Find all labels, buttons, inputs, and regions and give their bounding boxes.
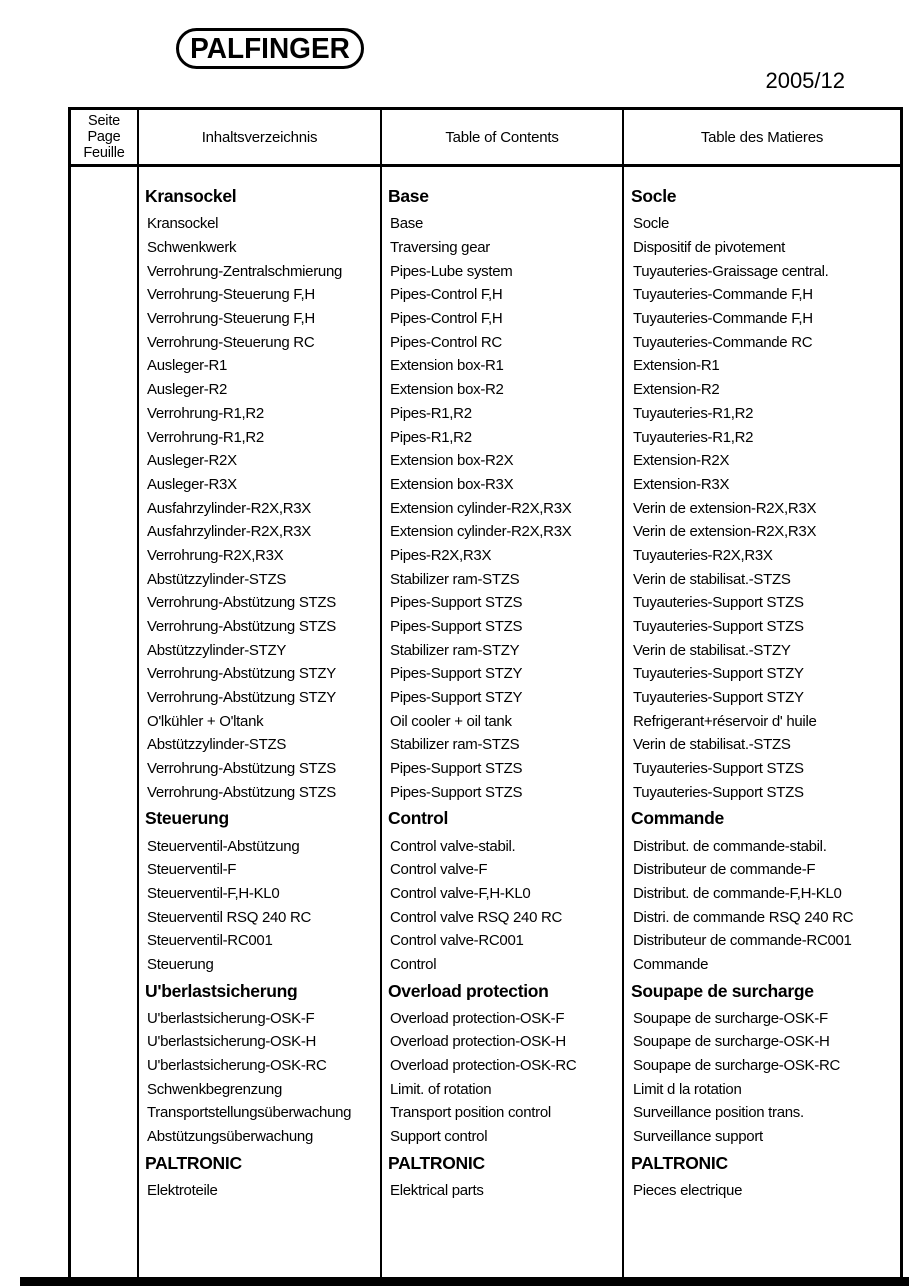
header-english-column: Table of Contents [445, 128, 559, 146]
header-page-line: Seite [87, 113, 121, 129]
table-row [71, 882, 900, 906]
cell-fr: Distri. de commande RSQ 240 RC [633, 909, 854, 925]
cell-fr: Tuyauteries-Support STZS [633, 595, 804, 611]
palfinger-logo [176, 28, 364, 69]
cell-de: Ausfahrzylinder-R2X,R3X [147, 524, 312, 540]
section-heading-row [71, 976, 900, 1006]
cell-en: Stabilizer ram-STZS [390, 571, 520, 587]
cell-en: Pipes-Lube system [390, 263, 513, 279]
cell-en: Pipes-Control F,H [390, 287, 503, 303]
cell-de: Kransockel [145, 188, 237, 206]
cell-de: Verrohrung-Abstützung STZY [147, 666, 336, 682]
cell-fr: Distribut. de commande-stabil. [633, 838, 827, 854]
cell-en: Pipes-Support STZS [390, 595, 523, 611]
cell-de: Steuerventil-F [147, 862, 237, 878]
table-row [71, 834, 900, 858]
table-row [71, 1054, 900, 1078]
table-row [71, 905, 900, 929]
cell-en: Pipes-R1,R2 [390, 405, 472, 421]
cell-en: Control valve-stabil. [390, 838, 516, 854]
cell-en: Extension box-R3X [390, 476, 514, 492]
cell-en: PALTRONIC [388, 1154, 485, 1173]
cell-fr: Extension-R1 [633, 358, 720, 374]
table-row [71, 473, 900, 497]
table-row [71, 307, 900, 331]
table-row [71, 1077, 900, 1101]
table-body-rows [71, 182, 900, 1202]
cell-de: Abstützzylinder-STZS [147, 737, 287, 753]
cell-fr: Verin de extension-R2X,R3X [633, 500, 817, 516]
cell-en: Control valve-F,H-KL0 [390, 885, 531, 901]
cell-fr: Verin de stabilisat.-STZS [633, 737, 791, 753]
header-page-line: Page [87, 129, 121, 145]
cell-en: Support control [390, 1129, 488, 1145]
table-row [71, 1125, 900, 1149]
cell-en: Pipes-Support STZY [390, 666, 523, 682]
cell-fr: Tuyauteries-Support STZY [633, 690, 804, 706]
cell-fr: Distributeur de commande-F [633, 862, 816, 878]
cell-en: Extension box-R2 [390, 382, 504, 398]
cell-en: Overload protection [388, 982, 549, 1001]
cell-de: PALTRONIC [145, 1154, 242, 1173]
header-german-column: Inhaltsverzeichnis [201, 128, 318, 146]
table-row [71, 591, 900, 615]
table-row [71, 449, 900, 473]
cell-fr: Tuyauteries-Commande F,H [633, 287, 813, 303]
cell-en: Pipes-R1,R2 [390, 429, 472, 445]
table-row [71, 378, 900, 402]
cell-de: Schwenkwerk [147, 240, 237, 256]
cell-en: Overload protection-OSK-H [390, 1034, 566, 1050]
cell-de: Abstützzylinder-STZY [147, 642, 287, 658]
cell-fr: Tuyauteries-Support STZS [633, 619, 804, 635]
cell-de: Elektroteile [147, 1182, 218, 1198]
header-divider [71, 164, 900, 167]
table-row [71, 425, 900, 449]
cell-de: Abstützungsüberwachung [147, 1129, 314, 1145]
cell-fr: Tuyauteries-R1,R2 [633, 429, 754, 445]
cell-en: Traversing gear [390, 240, 490, 256]
table-row [71, 686, 900, 710]
cell-fr: Distribut. de commande-F,H-KL0 [633, 885, 842, 901]
table-row [71, 520, 900, 544]
header-french-column: Table des Matieres [700, 128, 824, 146]
cell-de: Ausfahrzylinder-R2X,R3X [147, 500, 312, 516]
cell-de: U'berlastsicherung-OSK-F [147, 1010, 315, 1026]
cell-fr: Tuyauteries-Commande F,H [633, 311, 813, 327]
cell-fr: Extension-R3X [633, 476, 730, 492]
cell-en: Extension cylinder-R2X,R3X [390, 524, 572, 540]
cell-fr: Verin de extension-R2X,R3X [633, 524, 817, 540]
cell-de: Ausleger-R2 [147, 382, 228, 398]
cell-fr: Commande [633, 956, 709, 972]
cell-de: Steuerung [147, 956, 214, 972]
section-heading-row [71, 1148, 900, 1178]
cell-fr: Tuyauteries-Commande RC [633, 334, 813, 350]
cell-fr: Soupape de surcharge-OSK-H [633, 1034, 830, 1050]
cell-fr: Refrigerant+réservoir d' huile [633, 713, 817, 729]
cell-de: O'lkühler + O'ltank [147, 713, 264, 729]
palfinger-logo-text: PALFINGER [190, 32, 350, 64]
table-row [71, 953, 900, 977]
cell-fr: Limit d la rotation [633, 1081, 742, 1097]
cell-en: Control [390, 956, 437, 972]
cell-de: Verrohrung-Steuerung F,H [147, 311, 315, 327]
cell-fr: Extension-R2 [633, 382, 720, 398]
table-row [71, 330, 900, 354]
section-heading-row [71, 182, 900, 212]
table-row [71, 757, 900, 781]
cell-fr: Soupape de surcharge-OSK-RC [633, 1058, 841, 1074]
header-page-line: Feuille [83, 145, 125, 161]
table-row [71, 212, 900, 236]
edition-date: 2005/12 [765, 68, 845, 93]
table-row [71, 567, 900, 591]
table-row [71, 929, 900, 953]
cell-en: Base [388, 188, 429, 206]
cell-en: Overload protection-OSK-RC [390, 1058, 577, 1074]
table-row [71, 1178, 900, 1202]
table-row [71, 858, 900, 882]
table-row [71, 615, 900, 639]
cell-en: Pipes-Control RC [390, 334, 502, 350]
cell-fr: Distributeur de commande-RC001 [633, 933, 852, 949]
cell-fr: Surveillance position trans. [633, 1105, 804, 1121]
cell-de: U'berlastsicherung-OSK-H [147, 1034, 317, 1050]
cell-en: Overload protection-OSK-F [390, 1010, 565, 1026]
table-row [71, 402, 900, 426]
cell-fr: Tuyauteries-Graissage central. [633, 263, 829, 279]
cell-de: Kransockel [147, 216, 219, 232]
cell-fr: Dispositif de pivotement [633, 240, 786, 256]
cell-en: Base [390, 216, 423, 232]
cell-en: Pipes-Control F,H [390, 311, 503, 327]
cell-de: U'berlastsicherung-OSK-RC [147, 1058, 327, 1074]
cell-de: Verrohrung-R1,R2 [147, 429, 264, 445]
cell-de: Ausleger-R2X [147, 453, 237, 469]
header-page-column [71, 110, 137, 164]
cell-de: Verrohrung-Abstützung STZS [147, 595, 336, 611]
cell-fr: Socle [631, 188, 677, 206]
cell-en: Pipes-Support STZS [390, 761, 523, 777]
section-heading-row [71, 804, 900, 834]
cell-fr: Soupape de surcharge-OSK-F [633, 1010, 828, 1026]
table-row [71, 236, 900, 260]
cell-de: Steuerventil-Abstützung [147, 838, 300, 854]
cell-en: Pipes-Support STZS [390, 784, 523, 800]
table-row [71, 638, 900, 662]
cell-de: Ausleger-R1 [147, 358, 228, 374]
toc-table [68, 107, 903, 1286]
cell-fr: Tuyauteries-R2X,R3X [633, 547, 773, 563]
table-row [71, 709, 900, 733]
table-row [71, 354, 900, 378]
table-row [71, 1030, 900, 1054]
table-row [71, 496, 900, 520]
cell-de: Verrohrung-R1,R2 [147, 405, 264, 421]
cell-fr: Verin de stabilisat.-STZS [633, 571, 791, 587]
table-row [71, 1006, 900, 1030]
cell-de: Transportstellungsüberwachung [147, 1105, 352, 1121]
cell-en: Oil cooler + oil tank [390, 713, 512, 729]
cell-fr: Commande [631, 810, 724, 828]
cell-de: Verrohrung-R2X,R3X [147, 547, 284, 563]
cell-fr: Tuyauteries-Support STZS [633, 784, 804, 800]
cell-en: Stabilizer ram-STZY [390, 642, 520, 658]
cell-de: Verrohrung-Steuerung RC [147, 334, 315, 350]
table-row [71, 544, 900, 568]
cell-en: Control valve RSQ 240 RC [390, 909, 563, 925]
cell-en: Extension box-R2X [390, 453, 514, 469]
cell-en: Control valve-F [390, 862, 488, 878]
cell-en: Control valve-RC001 [390, 933, 524, 949]
cell-de: Verrohrung-Abstützung STZY [147, 690, 336, 706]
cell-fr: Tuyauteries-Support STZS [633, 761, 804, 777]
cell-de: Verrohrung-Steuerung F,H [147, 287, 315, 303]
cell-en: Pipes-R2X,R3X [390, 547, 492, 563]
cell-de: Steuerventil RSQ 240 RC [147, 909, 312, 925]
cell-de: Verrohrung-Abstützung STZS [147, 784, 336, 800]
cell-en: Pipes-Support STZS [390, 619, 523, 635]
cell-en: Stabilizer ram-STZS [390, 737, 520, 753]
cell-de: Verrohrung-Zentralschmierung [147, 263, 343, 279]
cell-fr: Extension-R2X [633, 453, 730, 469]
cell-en: Elektrical parts [390, 1182, 484, 1198]
cell-de: Ausleger-R3X [147, 476, 237, 492]
cell-en: Control [388, 810, 449, 828]
page-edge-bar [20, 1277, 909, 1286]
table-row [71, 781, 900, 805]
cell-de: U'berlastsicherung [145, 982, 298, 1001]
cell-fr: Soupape de surcharge [631, 982, 814, 1001]
cell-fr: Tuyauteries-Support STZY [633, 666, 804, 682]
table-row [71, 283, 900, 307]
table-row [71, 733, 900, 757]
cell-de: Steuerventil-RC001 [147, 933, 273, 949]
cell-fr: Verin de stabilisat.-STZY [633, 642, 791, 658]
cell-de: Abstützzylinder-STZS [147, 571, 287, 587]
cell-fr: Socle [633, 216, 670, 232]
table-row [71, 662, 900, 686]
cell-fr: Tuyauteries-R1,R2 [633, 405, 754, 421]
cell-fr: Surveillance support [633, 1129, 763, 1145]
cell-fr: Pieces electrique [633, 1182, 743, 1198]
table-row [71, 259, 900, 283]
cell-en: Extension box-R1 [390, 358, 504, 374]
cell-de: Steuerventil-F,H-KL0 [147, 885, 280, 901]
cell-de: Steuerung [145, 810, 229, 828]
cell-en: Pipes-Support STZY [390, 690, 523, 706]
cell-de: Schwenkbegrenzung [147, 1081, 282, 1097]
cell-de: Verrohrung-Abstützung STZS [147, 761, 336, 777]
cell-fr: PALTRONIC [631, 1154, 728, 1173]
cell-en: Extension cylinder-R2X,R3X [390, 500, 572, 516]
cell-en: Limit. of rotation [390, 1081, 492, 1097]
cell-de: Verrohrung-Abstützung STZS [147, 619, 336, 635]
cell-en: Transport position control [390, 1105, 551, 1121]
table-row [71, 1101, 900, 1125]
